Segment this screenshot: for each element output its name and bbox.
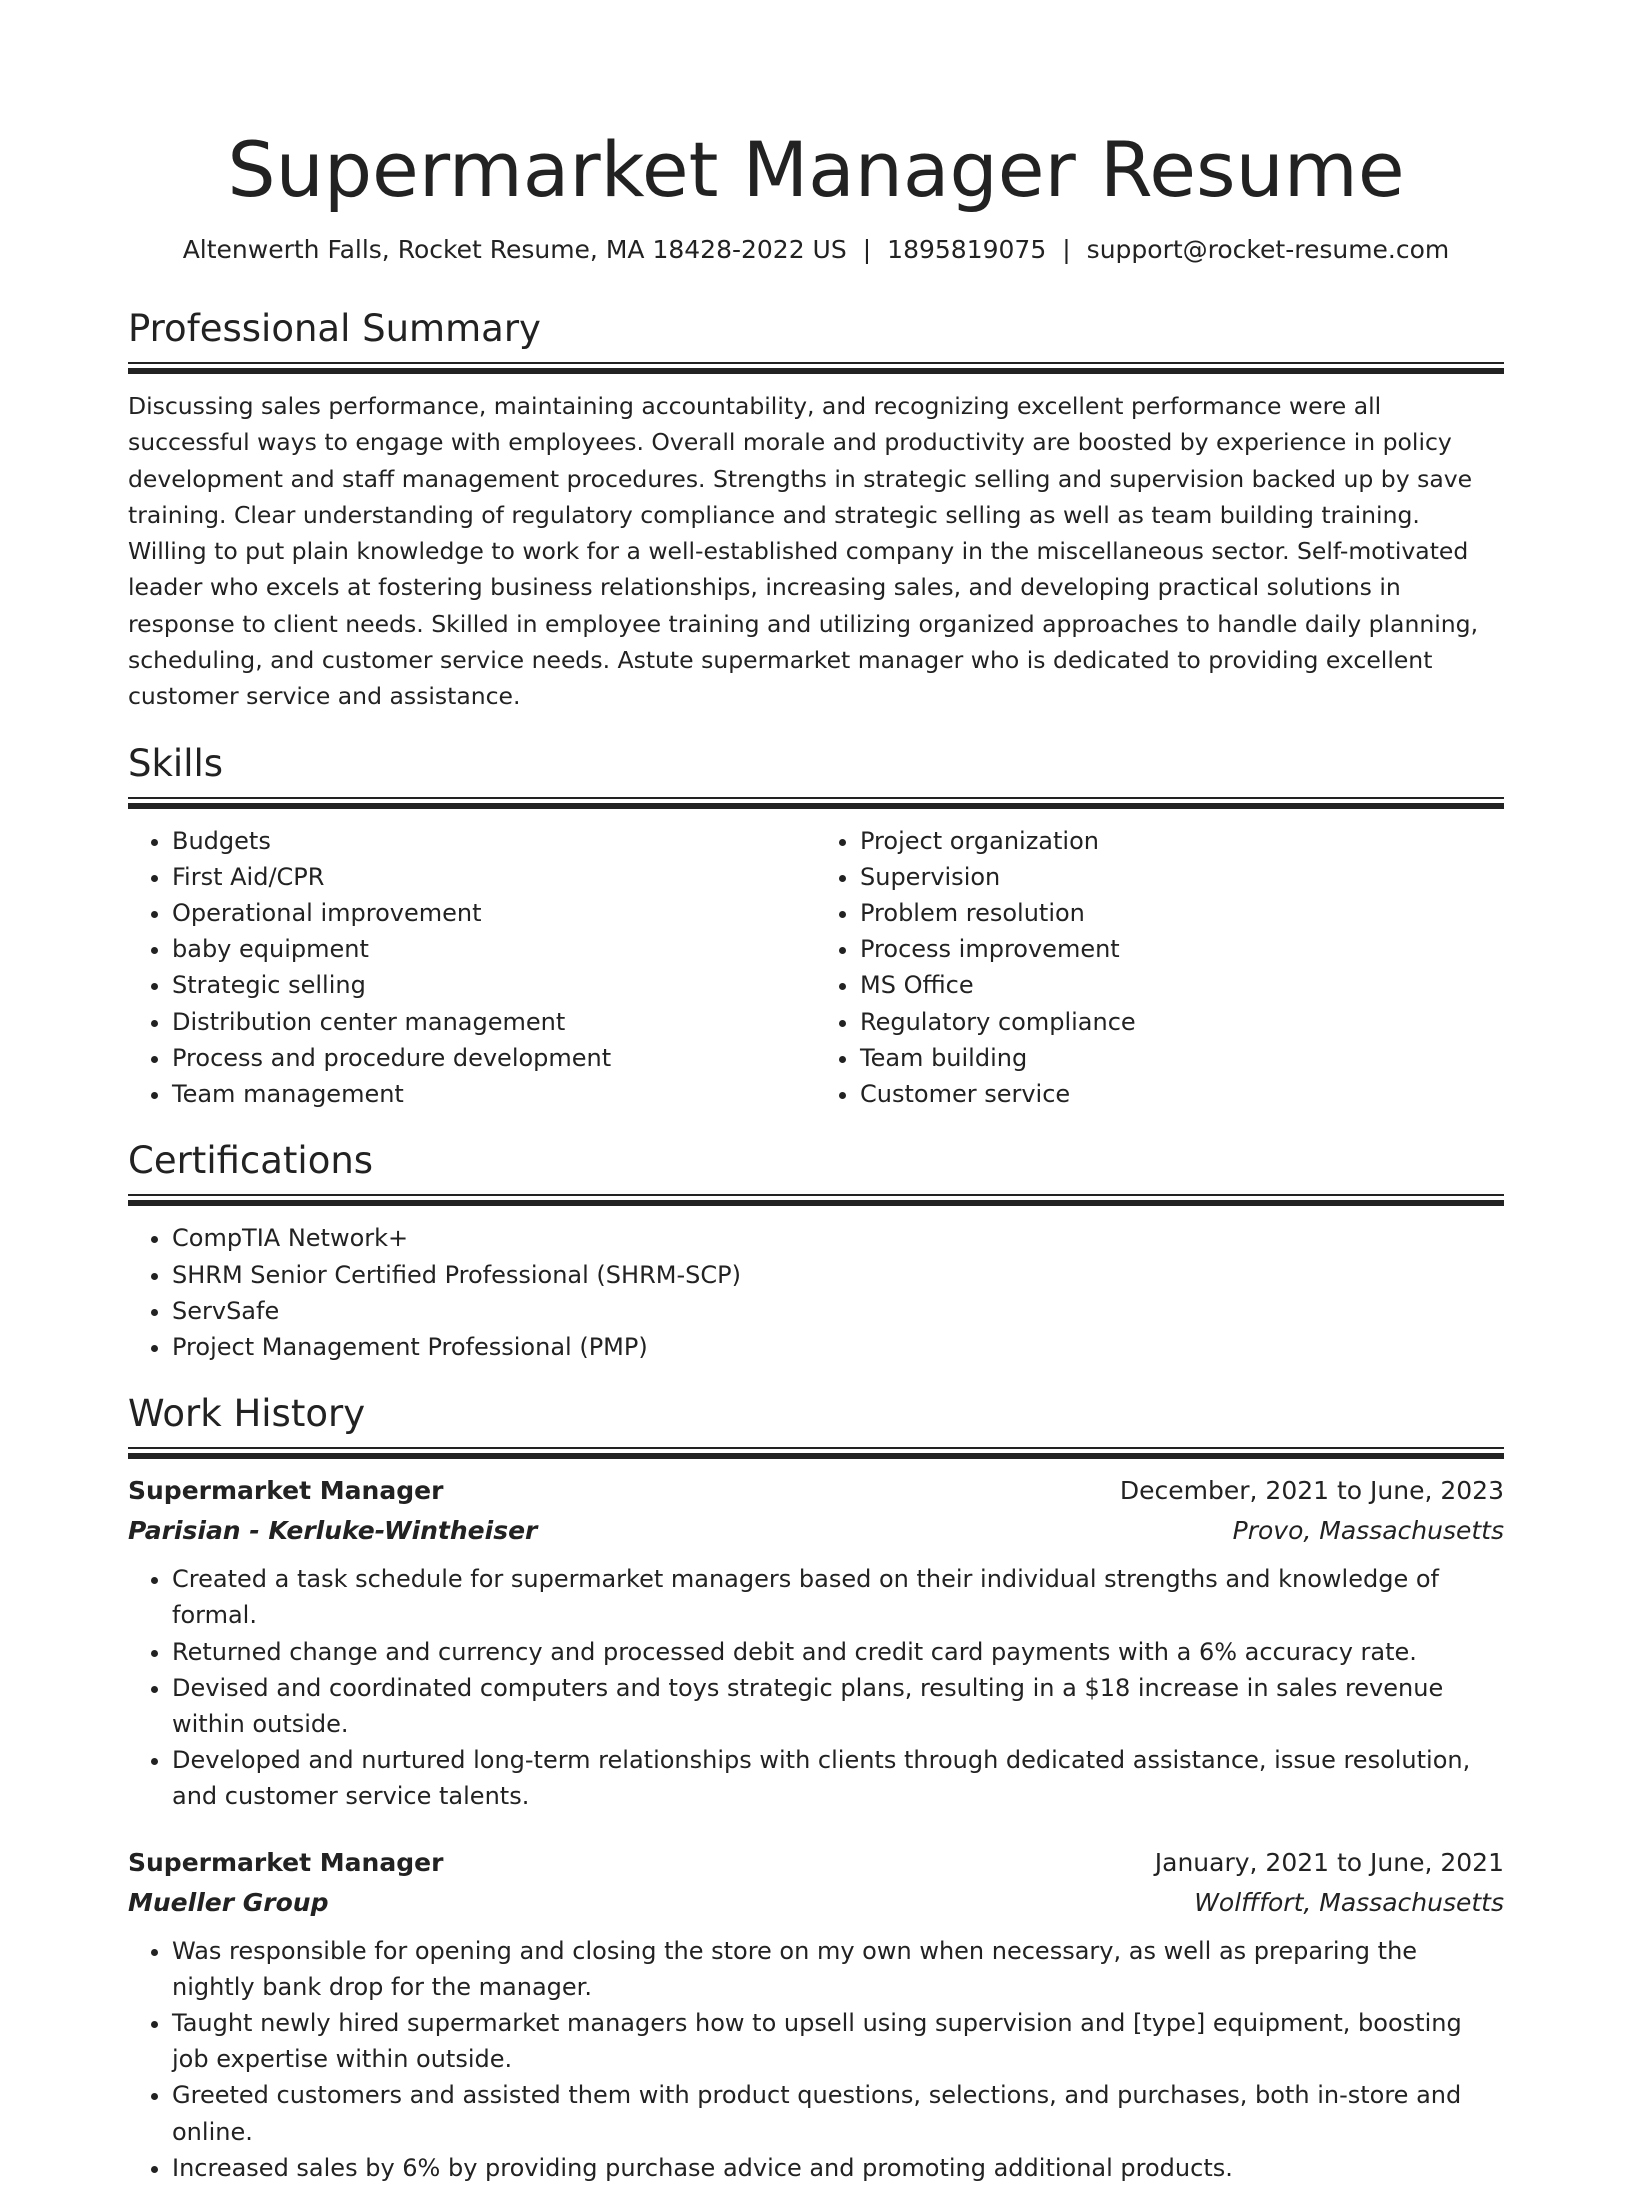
summary-text: Discussing sales performance, maintaining accountability, and recognizing excellent performance were all successful ways to engage with employees. Overall morale and productivity are boosted by experience in policy development and staff management procedures. Strengths in strategic selling and supervision backed up by save training. Clear understanding of regulatory compliance and strategic selling as well as team building training. Willing to put plain knowledge to work for a well-established company in the miscellaneous sector. Self-motivated leader who excels at fostering business relationships, increasing sales, and developing practical solutions in response to client needs. Skilled in employee training and utilizing organized approaches to handle daily planning, scheduling, and customer service needs. Astute supermarket manager who is dedicated to providing excellent customer service and assistance. [128, 392, 1479, 711]
contact-separator: | [862, 235, 872, 264]
section-divider [128, 362, 1504, 374]
job-subheader [128, 1511, 1504, 1551]
skills-column-right [816, 823, 1504, 1113]
job-location: Provo, Massachusetts [1232, 1516, 1504, 1546]
certification-item: • SHRM Senior Certified Professional (SHRM-SCP) [172, 1257, 1504, 1293]
skill-item: • Process and procedure development [172, 1040, 816, 1076]
section-heading: Work History [128, 1392, 366, 1436]
section-work-history [128, 1391, 1504, 2186]
contact-email: support@rocket-resume.com [1086, 235, 1450, 264]
section-divider [128, 1447, 1504, 1459]
skill-item: • MS Office [860, 967, 1504, 1003]
contact-phone: 1895819075 [887, 235, 1047, 264]
section-skills [128, 741, 1504, 1113]
job-company: Parisian - Kerluke-Wintheiser [128, 1516, 538, 1546]
job-company: Mueller Group [128, 1887, 329, 1917]
job-bullet: • Devised and coordinated computers and toys strategic plans, resulting in a $18 increase in sales revenue within outside. [172, 1670, 1504, 1742]
section-heading: Professional Summary [128, 307, 541, 350]
job-title: Supermarket Manager [128, 1847, 444, 1877]
skill-item: • Supervision [860, 859, 1504, 895]
skills-grid [128, 823, 1504, 1113]
skill-item: • Problem resolution [860, 895, 1504, 931]
job-subheader [128, 1883, 1504, 1923]
resume-title: Supermarket Manager Resume [227, 125, 1405, 214]
skill-item: • Project organization [860, 823, 1504, 859]
job-bullet: • Returned change and currency and processed debit and credit card payments with a 6% accuracy rate. [172, 1634, 1504, 1670]
skills-column-left [128, 823, 816, 1113]
skill-item: • Operational improvement [172, 895, 816, 931]
skill-item: • Team management [172, 1076, 816, 1112]
certification-item: • ServSafe [172, 1293, 1504, 1329]
section-divider [128, 797, 1504, 809]
section-divider [128, 1194, 1504, 1206]
job-entry [128, 1843, 1504, 2186]
skill-item: • Budgets [172, 823, 816, 859]
skill-item: • First Aid/CPR [172, 859, 816, 895]
certification-item: • Project Management Professional (PMP) [172, 1329, 1504, 1365]
contact-line [128, 232, 1504, 268]
job-bullet: • Greeted customers and assisted them with product questions, selections, and purchases, both in-store and online. [172, 2077, 1504, 2149]
job-entry [128, 1471, 1504, 1814]
skill-item: • Customer service [860, 1076, 1504, 1112]
job-bullet: • Was responsible for opening and closing the store on my own when necessary, as well as preparing the nightly bank drop for the manager. [172, 1933, 1504, 2005]
skill-item: • Process improvement [860, 931, 1504, 967]
job-bullet: • Taught newly hired supermarket managers how to upsell using supervision and [type] equipment, boosting job expertise within outside. [172, 2005, 1504, 2077]
job-title: Supermarket Manager [128, 1476, 444, 1506]
job-bullet: • Developed and nurtured long-term relationships with clients through dedicated assistance, issue resolution, and customer service talents. [172, 1742, 1504, 1814]
contact-separator: | [1062, 235, 1071, 264]
certification-item: • CompTIA Network+ [172, 1220, 1504, 1256]
section-certifications [128, 1138, 1504, 1365]
section-heading: Certifications [128, 1139, 374, 1183]
job-bullet: • Increased sales by 6% by providing purchase advice and promoting additional products. [172, 2150, 1504, 2186]
job-header [128, 1843, 1504, 1883]
job-header [128, 1471, 1504, 1511]
skill-item: • Regulatory compliance [860, 1004, 1504, 1040]
job-bullet: • Created a task schedule for supermarket managers based on their individual strengths and knowledge of formal. [172, 1561, 1504, 1633]
skill-item: • Strategic selling [172, 967, 816, 1003]
section-heading: Skills [128, 741, 224, 785]
contact-address: Altenwerth Falls, Rocket Resume, MA 18428-2022 US [182, 235, 847, 264]
skill-item: • baby equipment [172, 931, 816, 967]
job-location: Wolfffort, Massachusetts [1194, 1887, 1504, 1917]
job-dates: January, 2021 to June, 2021 [1154, 1847, 1504, 1877]
job-dates: December, 2021 to June, 2023 [1119, 1476, 1504, 1506]
section-summary [128, 306, 1504, 715]
skill-item: • Team building [860, 1040, 1504, 1076]
skill-item: • Distribution center management [172, 1004, 816, 1040]
